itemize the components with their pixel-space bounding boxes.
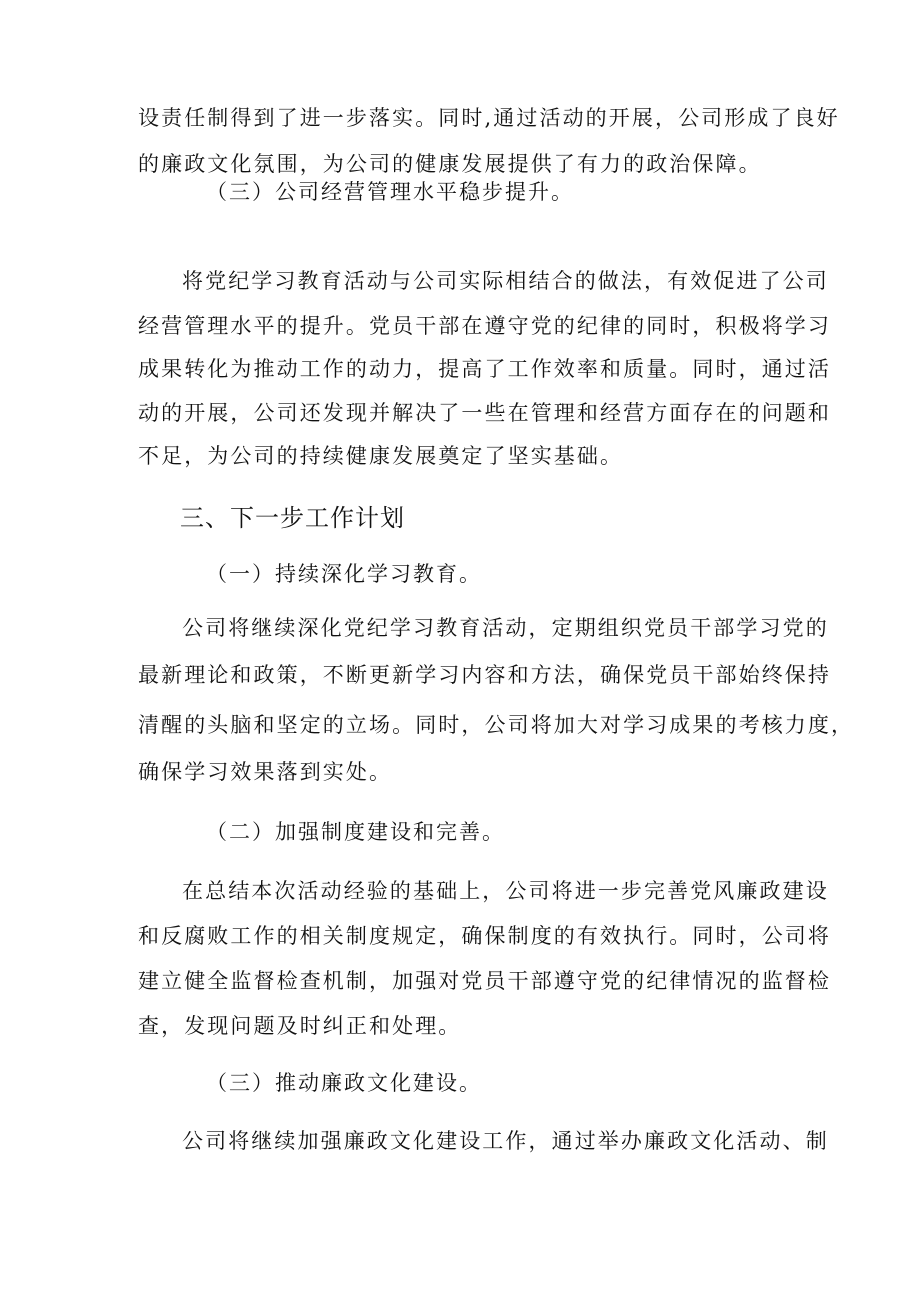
- paragraph-line: 查，发现问题及时纠正和处理。: [138, 1014, 462, 1038]
- subsection-title: （二）加强制度建设和完善。: [206, 820, 505, 844]
- paragraph-line: 动的开展，公司还发现并解决了一些在管理和经营方面存在的问题和: [138, 401, 831, 425]
- section-heading: 三、下一步工作计划: [180, 504, 405, 532]
- paragraph-line: 和反腐败工作的相关制度规定，确保制度的有效执行。同时，公司将: [138, 924, 831, 948]
- paragraph-line: 经营管理水平的提升。党员干部在遵守党的纪律的同时，积极将学习: [138, 314, 831, 338]
- paragraph-line: 建立健全监督检查机制，加强对党员干部遵守党的纪律情况的监督检: [138, 969, 831, 993]
- subsection-title: （三）推动廉政文化建设。: [206, 1071, 482, 1095]
- paragraph-line: 设责任制得到了进一步落实。同时,通过活动的开展，公司形成了良好: [138, 106, 840, 130]
- paragraph-line: 成果转化为推动工作的动力，提高了工作效率和质量。同时，通过活: [138, 357, 831, 381]
- subsection-title: （三）公司经营管理水平稳步提升。: [206, 180, 574, 204]
- paragraph-line: 确保学习效果落到实处。: [138, 760, 393, 784]
- paragraph-line: 的廉政文化氛围，为公司的健康发展提供了有力的政治保障。: [138, 152, 762, 176]
- paragraph-line: 不足，为公司的持续健康发展奠定了坚实基础。: [138, 444, 624, 468]
- paragraph-line: 公司将继续深化党纪学习教育活动，定期组织党员干部学习党的: [182, 616, 829, 640]
- paragraph-line: 清醒的头脑和坚定的立场。同时，公司将加大对学习成果的考核力度，: [138, 713, 855, 737]
- paragraph-line: 公司将继续加强廉政文化建设工作，通过举办廉政文化活动、制: [182, 1129, 829, 1153]
- paragraph-line: 将党纪学习教育活动与公司实际相结合的做法，有效促进了公司: [182, 269, 829, 293]
- paragraph-line: 最新理论和政策，不断更新学习内容和方法，确保党员干部始终保持: [138, 663, 831, 687]
- subsection-title: （一）持续深化学习教育。: [206, 562, 482, 586]
- paragraph-line: 在总结本次活动经验的基础上，公司将进一步完善党风廉政建设: [182, 879, 829, 903]
